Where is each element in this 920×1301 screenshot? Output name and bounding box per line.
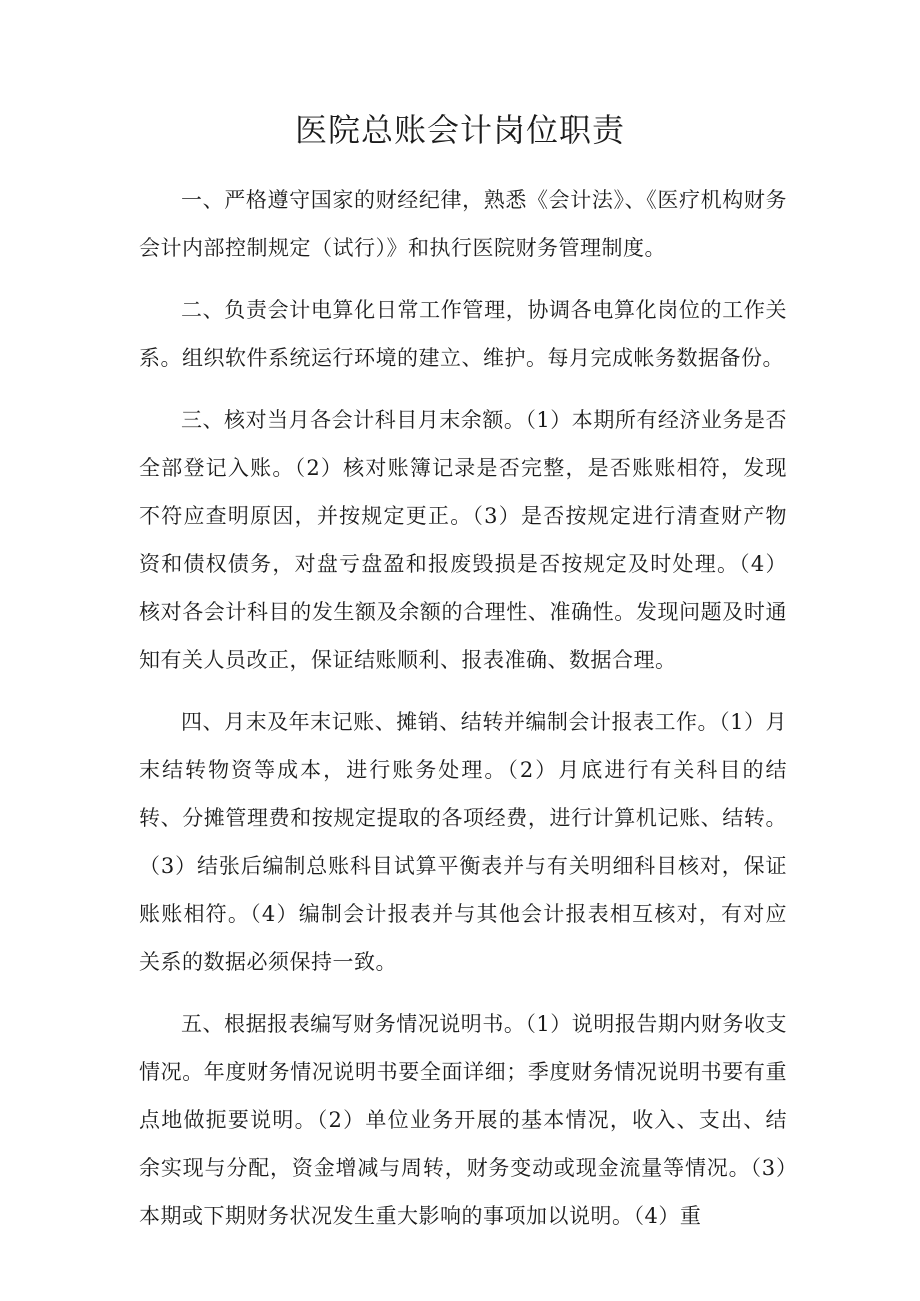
paragraph-5: 五、根据报表编写财务情况说明书。（1）说明报告期内财务收支情况。年度财务情况说明书要全面详细；季度财务情况说明书要有重点地做扼要说明。（2）单位业务开展的基本情况，收入、支出、结余实现与分配，资金增减与周转，财务变动或现金流量等情况。（3）本期或下期财务状况发生重大影响的事项加以说明。（4）重 xyxy=(139,1012,787,1228)
paragraph-3: 三、核对当月各会计科目月末余额。（1）本期所有经济业务是否全部登记入账。（2）核对账簿记录是否完整，是否账账相符，发现不符应查明原因，并按规定更正。（3）是否按规定进行清查财产物资和债权债务，对盘亏盘盈和报废毁损是否按规定及时处理。（4）核对各会计科目的发生额及余额的合理性、准确性。发现问题及时通知有关人员改正，保证结账顺利、报表准确、数据合理。 xyxy=(139,408,787,672)
document-body xyxy=(139,176,787,1254)
paragraph-4: 四、月末及年末记账、摊销、结转并编制会计报表工作。（1）月末结转物资等成本，进行账务处理。（2）月底进行有关科目的结转、分摊管理费和按规定提取的各项经费，进行计算机记账、结转。（3）结张后编制总账科目试算平衡表并与有关明细科目核对，保证账账相符。（4）编制会计报表并与其他会计报表相互核对，有对应关系的数据必须保持一致。 xyxy=(139,710,787,974)
paragraph-2: 二、负责会计电算化日常工作管理，协调各电算化岗位的工作关系。组织软件系统运行环境的建立、维护。每月完成帐务数据备份。 xyxy=(139,298,787,370)
paragraph-1: 一、严格遵守国家的财经纪律，熟悉《会计法》、《医疗机构财务会计内部控制规定（试行）》和执行医院财务管理制度。 xyxy=(139,188,787,260)
page-title: 医院总账会计岗位职责 xyxy=(294,111,625,149)
